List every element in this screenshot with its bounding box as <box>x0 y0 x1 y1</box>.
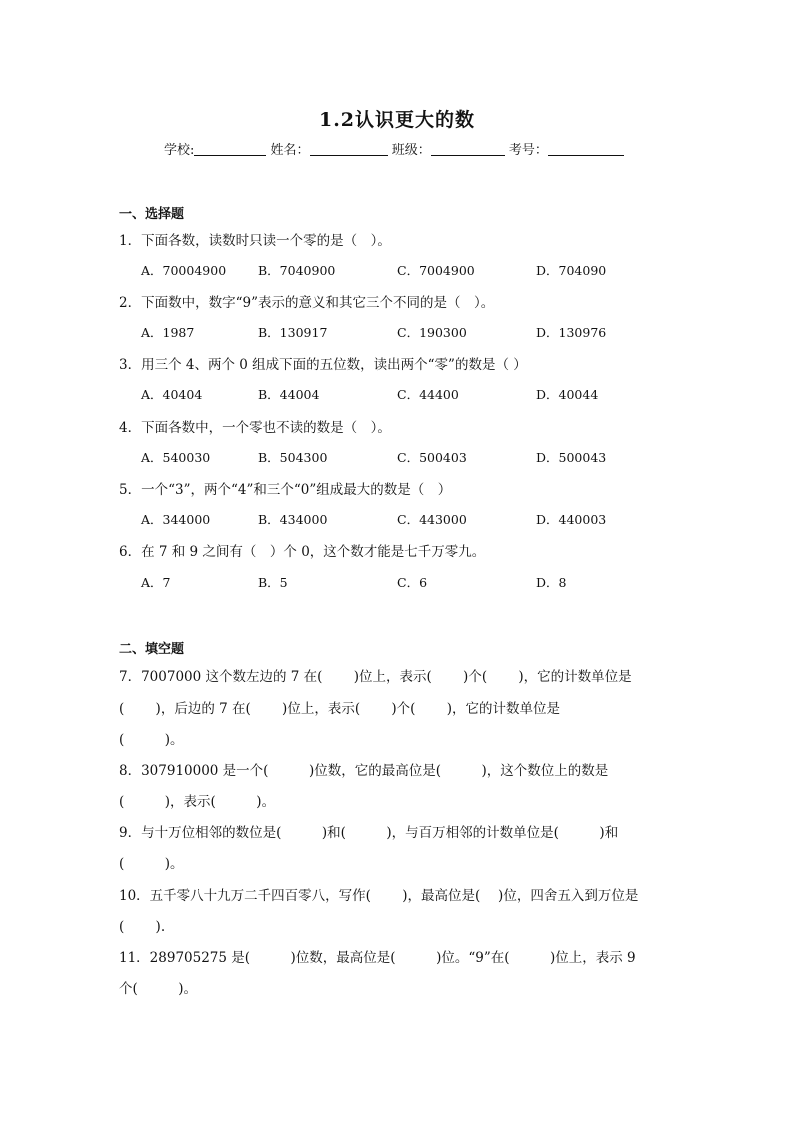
q5-option-d[interactable]: D．440003 <box>536 512 607 527</box>
q2-option-c[interactable]: C．190300 <box>397 325 467 340</box>
q1-option-c[interactable]: C．7004900 <box>397 263 475 278</box>
q5-option-c[interactable]: C．443000 <box>397 512 467 527</box>
school-blank[interactable] <box>194 142 266 156</box>
name-label: 姓名： <box>270 143 310 158</box>
question-11-line-2: 个( )。 <box>119 981 198 997</box>
question-1: 1．下面各数，读数时只读一个零的是（ ）。 <box>119 233 391 249</box>
question-2: 2．下面数中，数字“9”表示的意义和其它三个不同的是（ ）。 <box>119 295 495 311</box>
q6-option-d[interactable]: D．8 <box>536 575 567 590</box>
exam-no-blank[interactable] <box>548 142 624 156</box>
question-7-line-3: ( )。 <box>119 732 184 748</box>
question-4: 4．下面各数中，一个零也不读的数是（ ）。 <box>119 420 391 436</box>
q2-option-d[interactable]: D．130976 <box>536 325 607 340</box>
school-label: 学校: <box>164 143 195 158</box>
question-8-line-2: ( )，表示( )。 <box>119 794 276 810</box>
page-title: 1.2认识更大的数 <box>318 109 476 131</box>
q5-option-b[interactable]: B．434000 <box>258 512 328 527</box>
q3-option-a[interactable]: A．40404 <box>141 387 203 402</box>
exam-no-label: 考号： <box>508 143 548 158</box>
q1-option-b[interactable]: B．7040900 <box>258 263 336 278</box>
question-10-line-1: 10．五千零八十九万二千四百零八，写作( )，最高位是( )位，四舍五入到万位是 <box>119 888 639 904</box>
question-5: 5．一个“3”，两个“4”和三个“0”组成最大的数是（ ） <box>119 482 452 498</box>
q4-option-b[interactable]: B．504300 <box>258 450 328 465</box>
q4-option-a[interactable]: A．540030 <box>141 450 211 465</box>
q1-option-a[interactable]: A．70004900 <box>141 263 227 278</box>
section-heading-fill: 二、填空题 <box>119 642 185 657</box>
question-7-line-2: ( )，后边的 7 在( )位上，表示( )个( )，它的计数单位是 <box>119 701 560 717</box>
question-9-line-2: ( )。 <box>119 856 184 872</box>
q3-option-b[interactable]: B．44004 <box>258 387 320 402</box>
question-10-line-2: ( ). <box>119 919 166 935</box>
question-6: 6．在 7 和 9 之间有（ ）个 0，这个数才能是七千万零九。 <box>119 544 486 560</box>
class-label: 班级： <box>391 143 431 158</box>
class-blank[interactable] <box>431 142 505 156</box>
question-3: 3．用三个 4、两个 0 组成下面的五位数，读出两个“零”的数是（ ） <box>119 357 527 373</box>
question-9-line-1: 9．与十万位相邻的数位是( )和( )，与百万相邻的计数单位是( )和 <box>119 825 619 841</box>
student-info-line <box>164 139 624 158</box>
question-8-line-1: 8．307910000 是一个( )位数，它的最高位是( )，这个数位上的数是 <box>119 763 609 779</box>
q3-option-d[interactable]: D．40044 <box>536 387 599 402</box>
q5-option-a[interactable]: A．344000 <box>141 512 211 527</box>
name-blank[interactable] <box>310 142 388 156</box>
q4-option-c[interactable]: C．500403 <box>397 450 467 465</box>
q6-option-c[interactable]: C．6 <box>397 575 428 590</box>
q6-option-b[interactable]: B．5 <box>258 575 288 590</box>
question-7-line-1: 7．7007000 这个数左边的 7 在( )位上，表示( )个( )，它的计数单位是 <box>119 669 632 685</box>
q2-option-a[interactable]: A．1987 <box>141 325 195 340</box>
q6-option-a[interactable]: A．7 <box>141 575 171 590</box>
q4-option-d[interactable]: D．500043 <box>536 450 607 465</box>
q1-option-d[interactable]: D．704090 <box>536 263 607 278</box>
q3-option-c[interactable]: C．44400 <box>397 387 459 402</box>
question-11-line-1: 11．289705275 是( )位数，最高位是( )位。“9”在( )位上，表示 9 <box>119 950 636 966</box>
q2-option-b[interactable]: B．130917 <box>258 325 328 340</box>
section-heading-choice: 一、选择题 <box>119 207 185 222</box>
